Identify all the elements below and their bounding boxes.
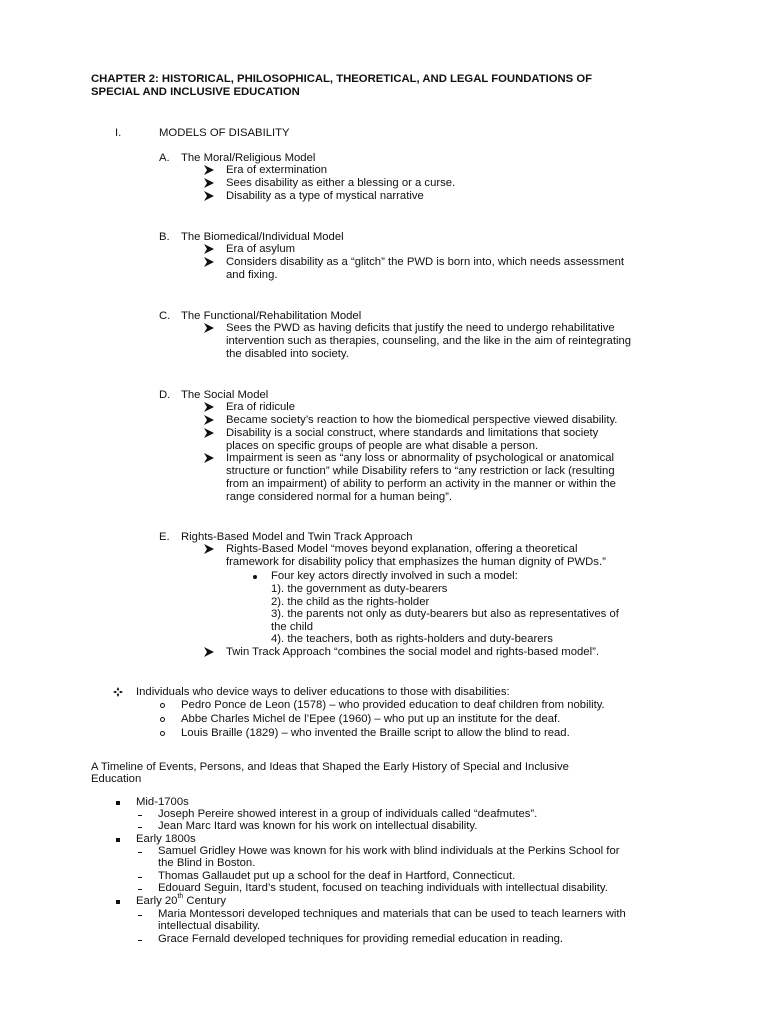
model-a-point: Disability as a type of mystical narrative xyxy=(226,190,424,202)
model-b-letter: B. xyxy=(159,231,170,243)
model-e-subpoint: Four key actors directly involved in such a model: xyxy=(271,570,518,582)
chapter-title-line-2: SPECIAL AND INCLUSIVE EDUCATION xyxy=(91,86,300,98)
timeline-item-continued: the Blind in Boston. xyxy=(158,857,256,869)
arrowhead-bullet-icon xyxy=(203,256,215,268)
model-b-point-continued: and fixing. xyxy=(226,269,278,281)
model-d-point-continued: from an impairment) of ability to perform an activity in the manner or within the xyxy=(226,478,616,490)
timeline-item: Grace Fernald developed techniques for providing remedial education in reading. xyxy=(158,933,564,945)
timeline-item-continued: intellectual disability. xyxy=(158,920,261,932)
model-c-letter: C. xyxy=(159,310,171,322)
model-d-point-continued: places on specific groups of people are what disable a person. xyxy=(226,440,539,452)
dash-bullet-icon xyxy=(138,827,142,828)
model-a-title: The Moral/Religious Model xyxy=(181,152,316,164)
model-e-actor: 3). the parents not only as duty-bearers but also as representatives of xyxy=(271,608,619,620)
dash-bullet-icon xyxy=(138,940,142,941)
model-e-point: Twin Track Approach “combines the social model and rights-based model”. xyxy=(226,646,599,658)
model-d-title: The Social Model xyxy=(181,389,269,401)
timeline-period-label-post: Century xyxy=(183,895,226,907)
model-d-point: Era of ridicule xyxy=(226,401,296,413)
model-c-title: The Functional/Rehabilitation Model xyxy=(181,310,362,322)
filled-circle-bullet-icon xyxy=(253,575,257,579)
model-e-actor: 2). the child as the rights-holder xyxy=(271,596,430,608)
dash-bullet-icon xyxy=(138,815,142,816)
dash-bullet-icon xyxy=(138,889,142,890)
arrowhead-bullet-icon xyxy=(203,243,215,255)
timeline-period-label-pre: Early 20 xyxy=(136,895,178,907)
dash-bullet-icon xyxy=(138,877,142,878)
dash-bullet-icon xyxy=(138,915,142,916)
model-a-point: Sees disability as either a blessing or a curse. xyxy=(226,177,456,189)
model-d-letter: D. xyxy=(159,389,171,401)
model-a-letter: A. xyxy=(159,152,170,164)
arrowhead-bullet-icon xyxy=(203,164,215,176)
model-c-point-continued: the disabled into society. xyxy=(226,348,349,360)
model-b-title: The Biomedical/Individual Model xyxy=(181,231,344,243)
model-e-title: Rights-Based Model and Twin Track Approach xyxy=(181,531,413,543)
hollow-circle-bullet-icon xyxy=(160,703,165,708)
model-d-point: Disability is a social construct, where standards and limitations that society xyxy=(226,427,599,439)
filled-square-bullet-icon xyxy=(116,838,120,842)
individual-item: Abbe Charles Michel de l’Epee (1960) – who put up an institute for the deaf. xyxy=(181,713,561,725)
individual-item: Louis Braille (1829) – who invented the Braille script to allow the blind to read. xyxy=(181,727,570,739)
timeline-period-label: Mid-1700s xyxy=(136,796,189,808)
hollow-circle-bullet-icon xyxy=(160,717,165,722)
arrowhead-bullet-icon xyxy=(203,322,215,334)
dash-bullet-icon xyxy=(138,852,142,853)
model-c-point: Sees the PWD as having deficits that justify the need to undergo rehabilitative xyxy=(226,322,615,334)
model-d-point: Impairment is seen as “any loss or abnormality of psychological or anatomical xyxy=(226,452,615,464)
model-e-letter: E. xyxy=(159,531,170,543)
model-c-point-continued: intervention such as therapies, counseling, and the like in the aim of reintegrating xyxy=(226,335,632,347)
timeline-item: Thomas Gallaudet put up a school for the deaf in Hartford, Connecticut. xyxy=(158,870,516,882)
timeline-item: Samuel Gridley Howe was known for his work with blind individuals at the Perkins School for xyxy=(158,845,620,857)
section-numeral: I. xyxy=(115,127,122,139)
arrowhead-bullet-icon xyxy=(203,452,215,464)
arrowhead-bullet-icon xyxy=(203,414,215,426)
model-e-actor: 1). the government as duty-bearers xyxy=(271,583,448,595)
model-a-point: Era of extermination xyxy=(226,164,328,176)
timeline-item: Maria Montessori developed techniques and materials that can be used to teach learners with xyxy=(158,908,626,920)
timeline-period-label xyxy=(136,895,226,908)
timeline-title-line-1: A Timeline of Events, Persons, and Ideas that Shaped the Early History of Special and Inclusive xyxy=(91,761,569,773)
chapter-title-line-1: CHAPTER 2: HISTORICAL, PHILOSOPHICAL, THEORETICAL, AND LEGAL FOUNDATIONS OF xyxy=(91,73,593,85)
timeline-item: Edouard Seguin, Itard’s student, focused on teaching individuals with intellectual disability. xyxy=(158,882,608,894)
timeline-item: Jean Marc Itard was known for his work on intellectual disability. xyxy=(158,820,478,832)
section-heading: MODELS OF DISABILITY xyxy=(159,127,290,139)
arrowhead-bullet-icon xyxy=(203,427,215,439)
model-b-point: Era of asylum xyxy=(226,243,296,255)
model-b-point: Considers disability as a “glitch” the PWD is born into, which needs assessment xyxy=(226,256,625,268)
timeline-item: Joseph Pereire showed interest in a group of individuals called “deafmutes”. xyxy=(158,808,538,820)
filled-square-bullet-icon xyxy=(116,900,120,904)
model-e-actor: 4). the teachers, both as rights-holders and duty-bearers xyxy=(271,633,553,645)
arrowhead-bullet-icon xyxy=(203,543,215,555)
timeline-title-line-2: Education xyxy=(91,773,142,785)
model-d-point-continued: range considered normal for a human being”. xyxy=(226,491,453,503)
timeline-period-label-sup: th xyxy=(177,893,184,901)
model-e-point: Rights-Based Model “moves beyond explanation, offering a theoretical xyxy=(226,543,578,555)
filled-square-bullet-icon xyxy=(116,801,120,805)
arrowhead-bullet-icon xyxy=(203,646,215,658)
model-e-actor-continued: the child xyxy=(271,621,314,633)
model-d-point: Became society’s reaction to how the biomedical perspective viewed disability. xyxy=(226,414,618,426)
individual-item: Pedro Ponce de Leon (1578) – who provided education to deaf children from nobility. xyxy=(181,699,605,711)
model-e-point-continued: framework for disability policy that emphasizes the human dignity of PWDs.” xyxy=(226,556,606,568)
individuals-intro: Individuals who device ways to deliver educations to those with disabilities: xyxy=(136,686,510,698)
arrowhead-bullet-icon xyxy=(203,177,215,189)
model-d-point-continued: structure or function” while Disability refers to “any restriction or lack (resulting xyxy=(226,465,615,477)
hollow-circle-bullet-icon xyxy=(160,731,165,736)
four-diamond-star-bullet-icon xyxy=(113,687,123,697)
arrowhead-bullet-icon xyxy=(203,190,215,202)
arrowhead-bullet-icon xyxy=(203,401,215,413)
timeline-period-label: Early 1800s xyxy=(136,833,196,845)
